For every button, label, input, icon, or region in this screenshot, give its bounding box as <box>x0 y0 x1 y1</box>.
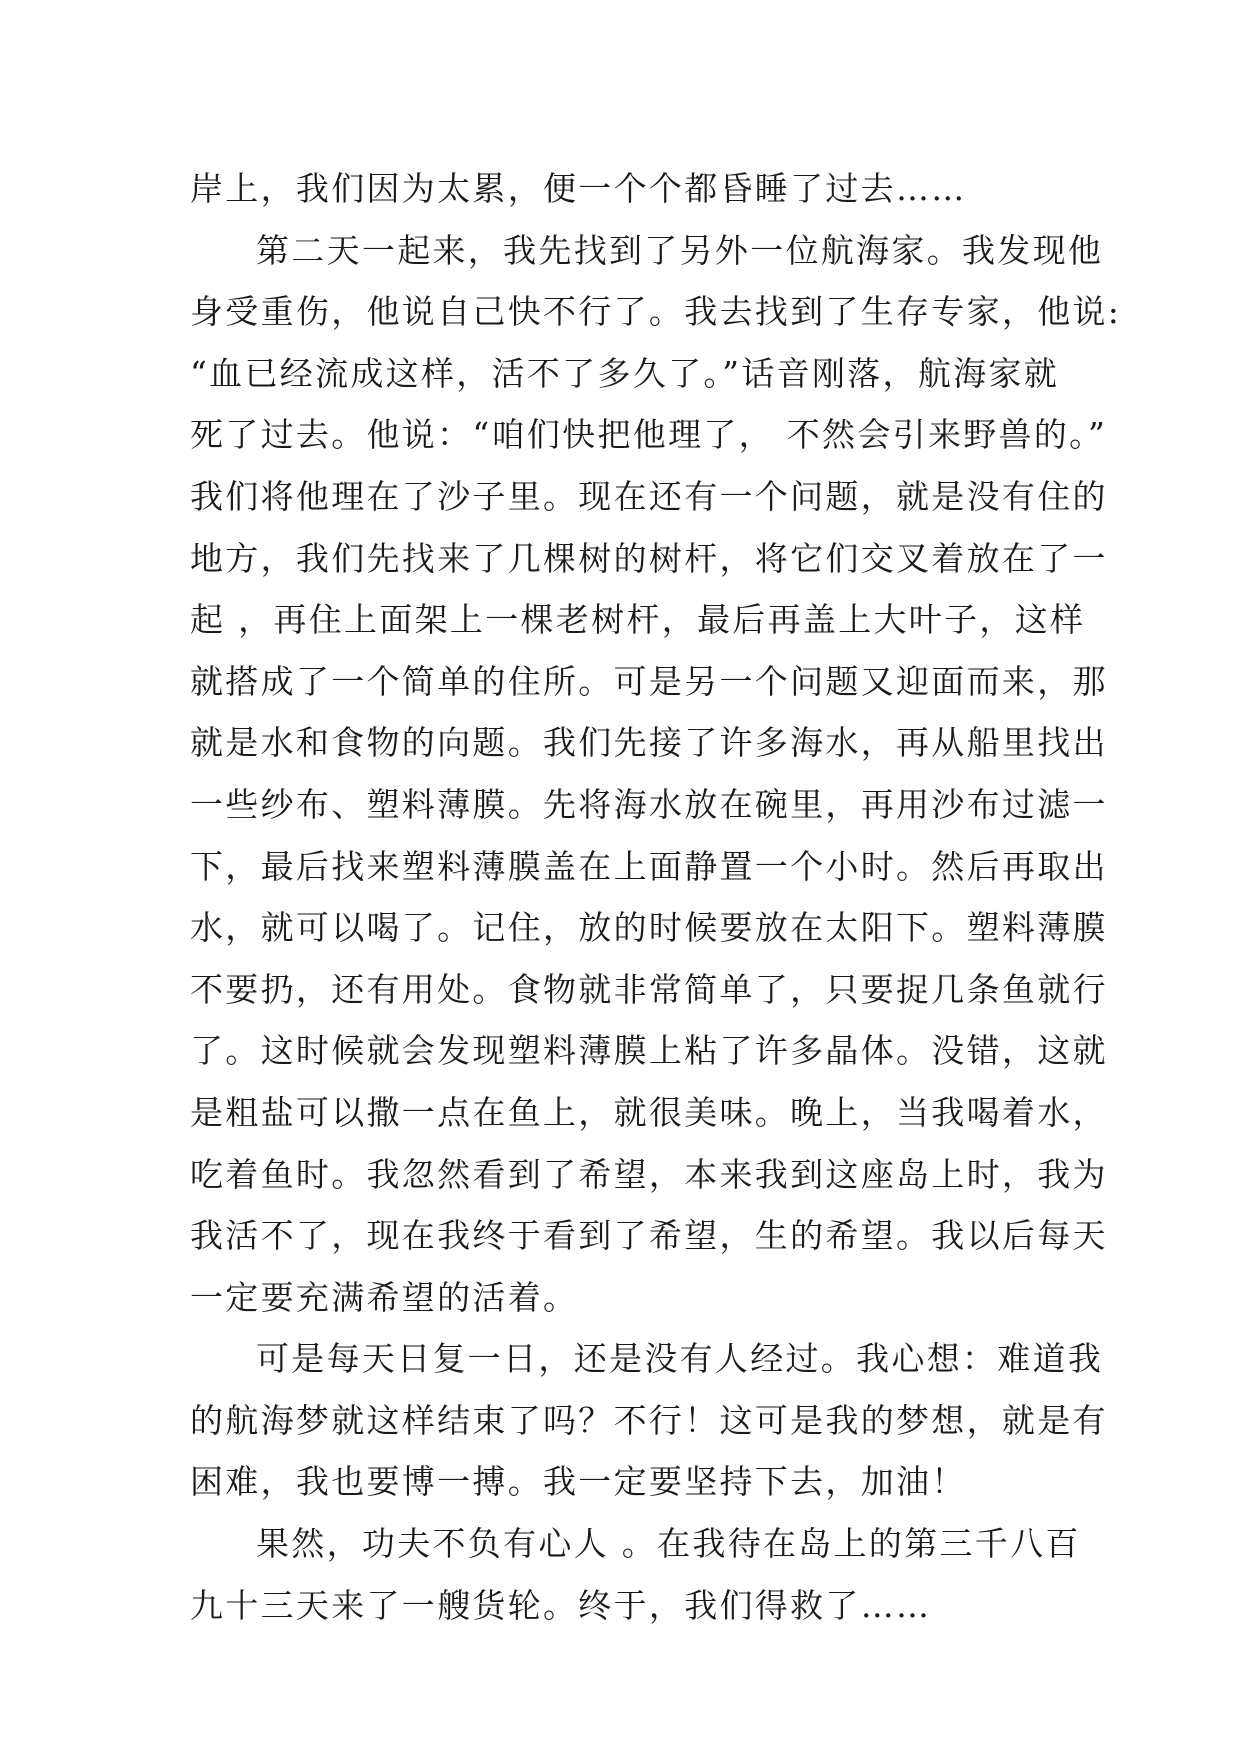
text-line: 我们将他理在了沙子里。现在还有一个问题，就是没有住的 <box>190 476 1108 516</box>
paragraph-first-line: 第二天一起来，我先找到了另外一位航海家。我发现他 <box>256 230 1104 270</box>
text-line: 地方，我们先找来了几棵树的树杆，将它们交叉着放在了一 <box>190 538 1108 578</box>
text-line: 的航海梦就这样结束了吗？不行！这可是我的梦想，就是有 <box>190 1400 1108 1440</box>
text-line: 不要扔，还有用处。食物就非常简单了，只要捉几条鱼就行 <box>190 969 1108 1009</box>
text-line: 就搭成了一个简单的住所。可是另一个问题又迎面而来，那 <box>190 661 1108 701</box>
text-line: 下，最后找来塑料薄膜盖在上面静置一个小时。然后再取出 <box>190 846 1108 886</box>
paragraph-first-line: 果然，功夫不负有心人 。在我待在岛上的第三千八百 <box>256 1524 1081 1564</box>
body-text <box>190 158 1122 1636</box>
text-line: 吃着鱼时。我忽然看到了希望，本来我到这座岛上时，我为 <box>190 1154 1108 1194</box>
text-line: 起 ，再住上面架上一棵老树杆，最后再盖上大叶子，这样 <box>190 600 1086 640</box>
text-line: 死了过去。他说：“咱们快把他理了， 不然会引来野兽的。” <box>190 415 1108 455</box>
text-line: 一定要充满希望的活着。 <box>190 1277 579 1317</box>
text-line: 水，就可以喝了。记住，放的时候要放在太阳下。塑料薄膜 <box>190 908 1108 948</box>
text-line: 我活不了，现在我终于看到了希望，生的希望。我以后每天 <box>190 1216 1108 1256</box>
text-line: 困难，我也要博一搏。我一定要坚持下去，加油！ <box>190 1462 967 1502</box>
text-line: 一些纱布、塑料薄膜。先将海水放在碗里，再用沙布过滤一 <box>190 784 1108 824</box>
paragraph-first-line: 可是每天日复一日，还是没有人经过。我心想：难道我 <box>256 1339 1104 1379</box>
text-line: “血已经流成这样，活不了多久了。”话音刚落，航海家就 <box>190 353 1060 393</box>
text-line: 是粗盐可以撒一点在鱼上，就很美味。晚上，当我喝着水， <box>190 1092 1108 1132</box>
text-line: 九十三天来了一艘货轮。终于，我们得救了…… <box>190 1585 932 1625</box>
text-line: 了。这时候就会发现塑料薄膜上粘了许多晶体。没错，这就 <box>190 1031 1108 1071</box>
text-line: 身受重伤，他说自己快不行了。我去找到了生存专家，他说: <box>190 292 1122 332</box>
text-line: 就是水和食物的向题。我们先接了许多海水，再从船里找出 <box>190 723 1108 763</box>
text-line: 岸上，我们因为太累，便一个个都昏睡了过去…… <box>190 169 967 208</box>
